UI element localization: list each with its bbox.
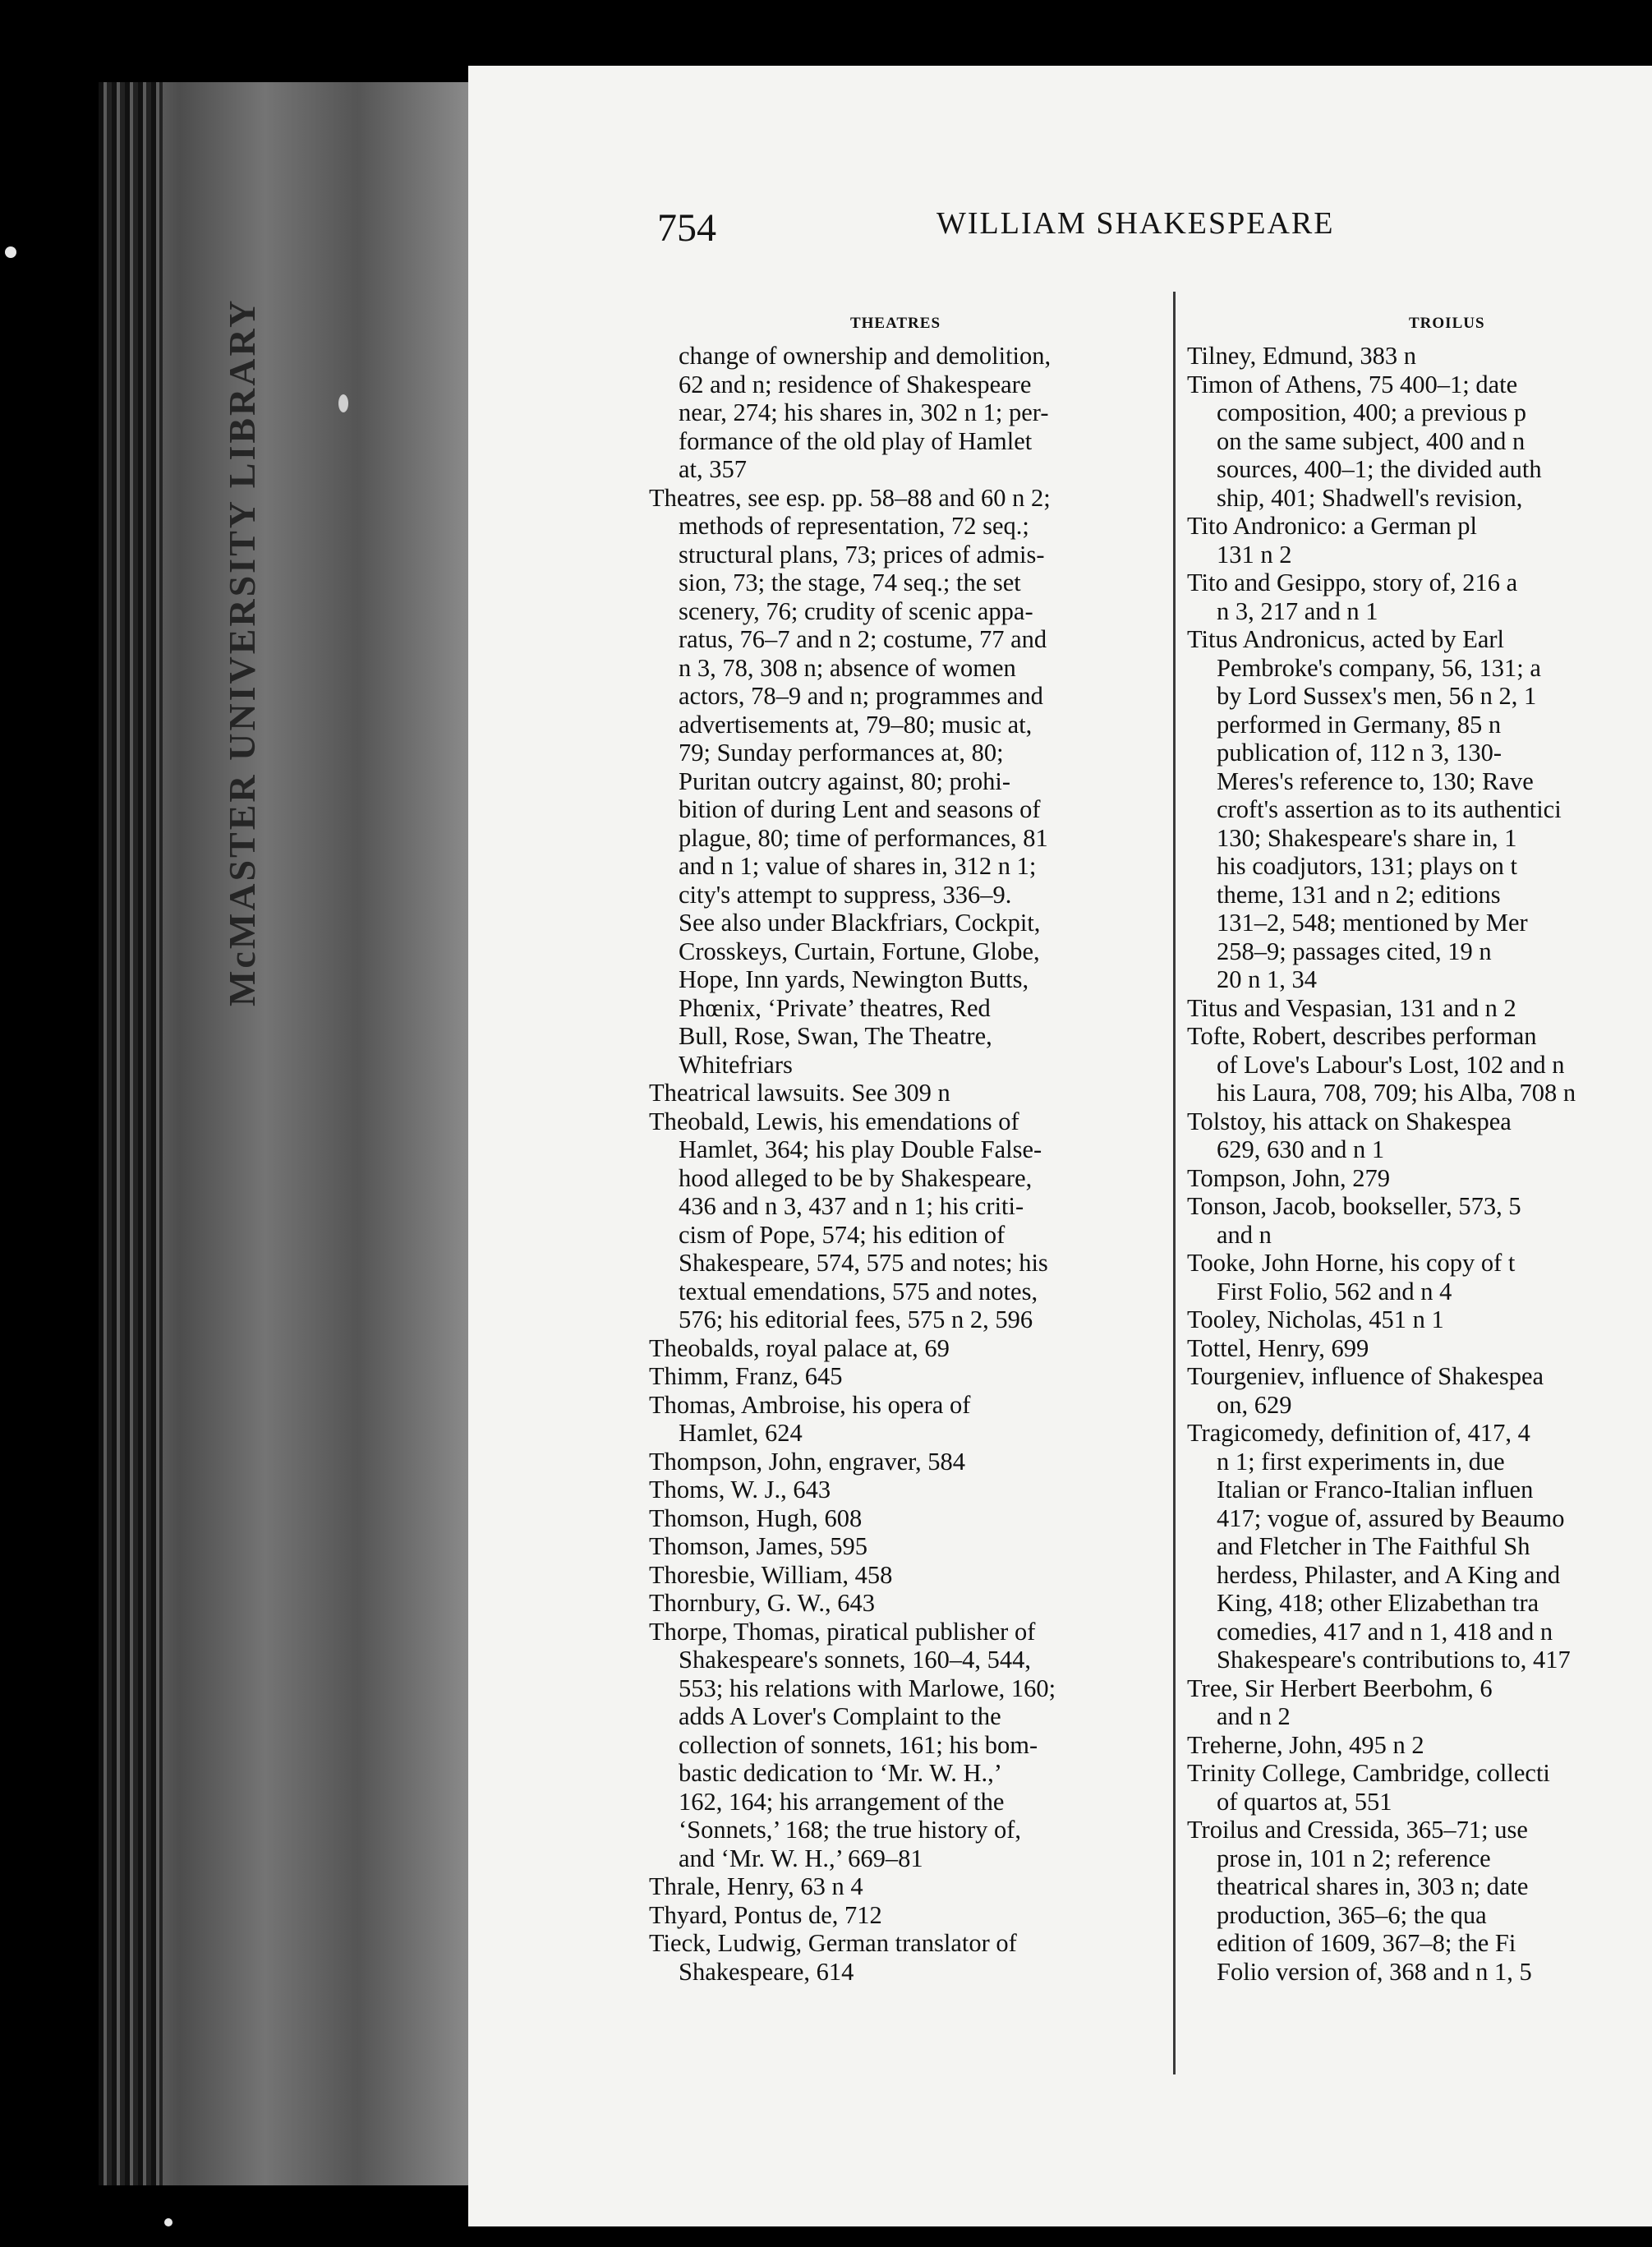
index-line: composition, 400; a previous p [1217,398,1526,426]
index-line: and n 2 [1217,1702,1291,1730]
index-line: theme, 131 and n 2; editions [1217,880,1501,909]
running-title: WILLIAM SHAKESPEARE [936,206,1335,241]
index-line: Tree, Sir Herbert Beerbohm, 6 [1187,1674,1493,1702]
index-line: Shakespeare, 574, 575 and notes; his [679,1249,1048,1277]
index-line: on, 629 [1217,1390,1292,1419]
index-line: Tragicomedy, definition of, 417, 4 [1187,1419,1530,1447]
index-line: 162, 164; his arrangement of the [679,1787,1005,1816]
index-line: and n 1; value of shares in, 312 n 1; [679,852,1037,880]
index-line: textual emendations, 575 and notes, [679,1277,1038,1305]
index-line: Crosskeys, Curtain, Fortune, Globe, [679,937,1040,965]
index-line: sion, 73; the stage, 74 seq.; the set [679,569,1021,596]
index-line: methods of representation, 72 seq.; [679,512,1029,540]
index-line: Thoresbie, William, 458 [649,1560,893,1589]
index-line: near, 274; his shares in, 302 n 1; per- [679,398,1049,426]
index-line: and Fletcher in The Faithful Sh [1217,1532,1530,1560]
index-line: hood alleged to be by Shakespeare, [679,1163,1033,1192]
index-line: Shakespeare's contributions to, 417 [1217,1646,1571,1674]
index-line: Trinity College, Cambridge, collecti [1187,1759,1550,1787]
index-line: Pembroke's company, 56, 131; a [1217,653,1541,682]
index-line: scenery, 76; crudity of scenic appa- [679,596,1033,625]
index-line: Meres's reference to, 130; Rave [1217,767,1534,795]
index-line: 553; his relations with Marlowe, 160; [679,1674,1056,1702]
index-line: Timon of Athens, 75 400–1; date [1187,370,1518,398]
running-head [657,205,1635,255]
index-line: 258–9; passages cited, 19 n [1217,937,1492,965]
index-line: 79; Sunday performances at, 80; [679,739,1004,767]
index-line: cism of Pope, 574; his edition of [679,1220,1005,1249]
index-line: collection of sonnets, 161; his bom- [679,1730,1038,1759]
index-line: Thompson, John, engraver, 584 [649,1447,966,1476]
index-line: 20 n 1, 34 [1217,965,1317,993]
index-line: Tilney, Edmund, 383 n [1187,342,1417,370]
index-line: Puritan outcry against, 80; prohi- [679,767,1011,795]
index-line: Thoms, W. J., 643 [649,1476,831,1503]
index-line: actors, 78–9 and n; programmes and [679,682,1043,710]
index-line: Thyard, Pontus de, 712 [649,1900,882,1929]
index-line: Tooke, John Horne, his copy of t [1187,1249,1516,1277]
index-line: and n [1217,1220,1272,1249]
index-line: Tourgeniev, influence of Shakespea [1187,1362,1544,1390]
index-line: change of ownership and demolition, [679,342,1051,370]
index-line: n 3, 217 and n 1 [1217,596,1378,625]
index-line: ‘Sonnets,’ 168; the true history of, [679,1816,1022,1844]
index-line: Theobald, Lewis, his emendations of [649,1107,1019,1135]
index-line: of quartos at, 551 [1217,1787,1392,1816]
index-line: comedies, 417 and n 1, 418 and n [1217,1617,1553,1646]
index-line: bastic dedication to ‘Mr. W. H.,’ [679,1759,1002,1787]
book-page [468,66,1652,2226]
index-line: on the same subject, 400 and n [1217,426,1525,455]
index-line: ship, 401; Shadwell's revision, [1217,483,1523,512]
index-line: Thomson, Hugh, 608 [649,1503,863,1532]
index-line: bition of during Lent and seasons of [679,795,1041,823]
left-column-heading: THEATRES [849,315,941,332]
index-line: Troilus and Cressida, 365–71; use [1187,1816,1528,1844]
index-line: plague, 80; time of performances, 81 [679,823,1048,852]
index-line: Tito and Gesippo, story of, 216 a [1187,569,1518,596]
index-line: Shakespeare, 614 [679,1957,854,1986]
index-line: Folio version of, 368 and n 1, 5 [1217,1957,1532,1986]
index-line: herdess, Philaster, and A King and [1217,1560,1561,1589]
index-line: Thornbury, G. W., 643 [649,1589,876,1617]
index-line: 629, 630 and n 1 [1217,1135,1385,1163]
index-line: 131 n 2 [1217,540,1292,569]
index-line: publication of, 112 n 3, 130- [1217,739,1502,767]
right-column [1187,312,1652,1986]
index-line: of Love's Labour's Lost, 102 and n [1217,1050,1565,1079]
page-number: 754 [657,206,716,250]
index-line: Hamlet, 364; his play Double False- [679,1135,1042,1163]
index-line: Italian or Franco-Italian influen [1217,1476,1534,1503]
dust-speck [164,2218,173,2226]
index-line: 436 and n 3, 437 and n 1; his criti- [679,1192,1024,1220]
index-line: Thomas, Ambroise, his opera of [649,1390,971,1419]
index-line: See also under Blackfriars, Cockpit, [679,909,1041,937]
index-line: Hamlet, 624 [679,1419,803,1447]
index-line: Bull, Rose, Swan, The Theatre, [679,1022,992,1050]
index-line: production, 365–6; the qua [1217,1900,1487,1929]
index-line: Tonson, Jacob, bookseller, 573, 5 [1187,1192,1521,1220]
index-line: Thorpe, Thomas, piratical publisher of [649,1617,1036,1646]
index-line: Whitefriars [679,1050,793,1079]
left-column [649,312,1142,1986]
index-line: 576; his editorial fees, 575 n 2, 596 [679,1305,1033,1333]
index-line: Tottel, Henry, 699 [1187,1333,1369,1362]
index-line: adds A Lover's Complaint to the [679,1702,1001,1730]
index-line: Thomson, James, 595 [649,1532,868,1560]
right-column-heading: TROILUS [1409,315,1485,332]
dust-speck [5,246,16,258]
index-line: 131–2, 548; mentioned by Mer [1217,909,1528,937]
index-line: Tompson, John, 279 [1187,1163,1390,1192]
index-line: city's attempt to suppress, 336–9. [679,880,1012,909]
index-line: Phœnix, ‘Private’ theatres, Red [679,993,991,1022]
index-line: Theobalds, royal palace at, 69 [649,1333,950,1362]
index-line: Titus and Vespasian, 131 and n 2 [1187,993,1516,1022]
index-line: n 1; first experiments in, due [1217,1447,1505,1476]
index-line: Tofte, Robert, describes performan [1187,1022,1537,1050]
index-line: n 3, 78, 308 n; absence of women [679,653,1016,682]
index-line: Tooley, Nicholas, 451 n 1 [1187,1305,1444,1333]
index-line: King, 418; other Elizabethan tra [1217,1589,1539,1617]
index-line: Thimm, Franz, 645 [649,1362,843,1390]
index-line: prose in, 101 n 2; reference [1217,1844,1491,1872]
index-line: Tolstoy, his attack on Shakespea [1187,1107,1512,1135]
column-divider [1173,292,1176,2074]
index-line: edition of 1609, 367–8; the Fi [1217,1929,1516,1957]
index-line: Titus Andronicus, acted by Earl [1187,625,1505,653]
index-line: Thrale, Henry, 63 n 4 [649,1872,863,1900]
index-line: Shakespeare's sonnets, 160–4, 544, [679,1646,1032,1674]
index-line: by Lord Sussex's men, 56 n 2, 1 [1217,682,1537,710]
index-line: his coadjutors, 131; plays on t [1217,852,1517,880]
index-line: Tito Andronico: a German pl [1187,512,1477,540]
index-line: advertisements at, 79–80; music at, [679,710,1033,739]
library-stamp: McMASTER UNIVERSITY LIBRARY [221,297,263,1006]
index-line: 417; vogue of, assured by Beaumo [1217,1503,1565,1532]
index-line: Theatrical lawsuits. See 309 n [649,1079,950,1107]
index-line: and ‘Mr. W. H.,’ 669–81 [679,1844,923,1872]
index-line: Treherne, John, 495 n 2 [1187,1730,1424,1759]
index-line: Tieck, Ludwig, German translator of [649,1929,1017,1957]
index-line: First Folio, 562 and n 4 [1217,1277,1452,1305]
index-line: his Laura, 708, 709; his Alba, 708 n [1217,1079,1576,1107]
index-line: ratus, 76–7 and n 2; costume, 77 and [679,625,1047,653]
index-line: structural plans, 73; prices of admis- [679,540,1045,569]
index-line: Hope, Inn yards, Newington Butts, [679,965,1029,993]
index-line: sources, 400–1; the divided auth [1217,455,1542,483]
index-line: croft's assertion as to its authentici [1217,795,1562,823]
index-line: performed in Germany, 85 n [1217,710,1502,739]
index-line: 62 and n; residence of Shakespeare [679,370,1032,398]
index-line: at, 357 [679,455,748,483]
page-edges [99,82,163,2185]
index-line: formance of the old play of Hamlet [679,426,1033,455]
index-line: theatrical shares in, 303 n; date [1217,1872,1529,1900]
index-line: 130; Shakespeare's share in, 1 [1217,823,1517,852]
dust-speck [338,394,348,412]
index-line: Theatres, see esp. pp. 58–88 and 60 n 2; [649,483,1051,512]
